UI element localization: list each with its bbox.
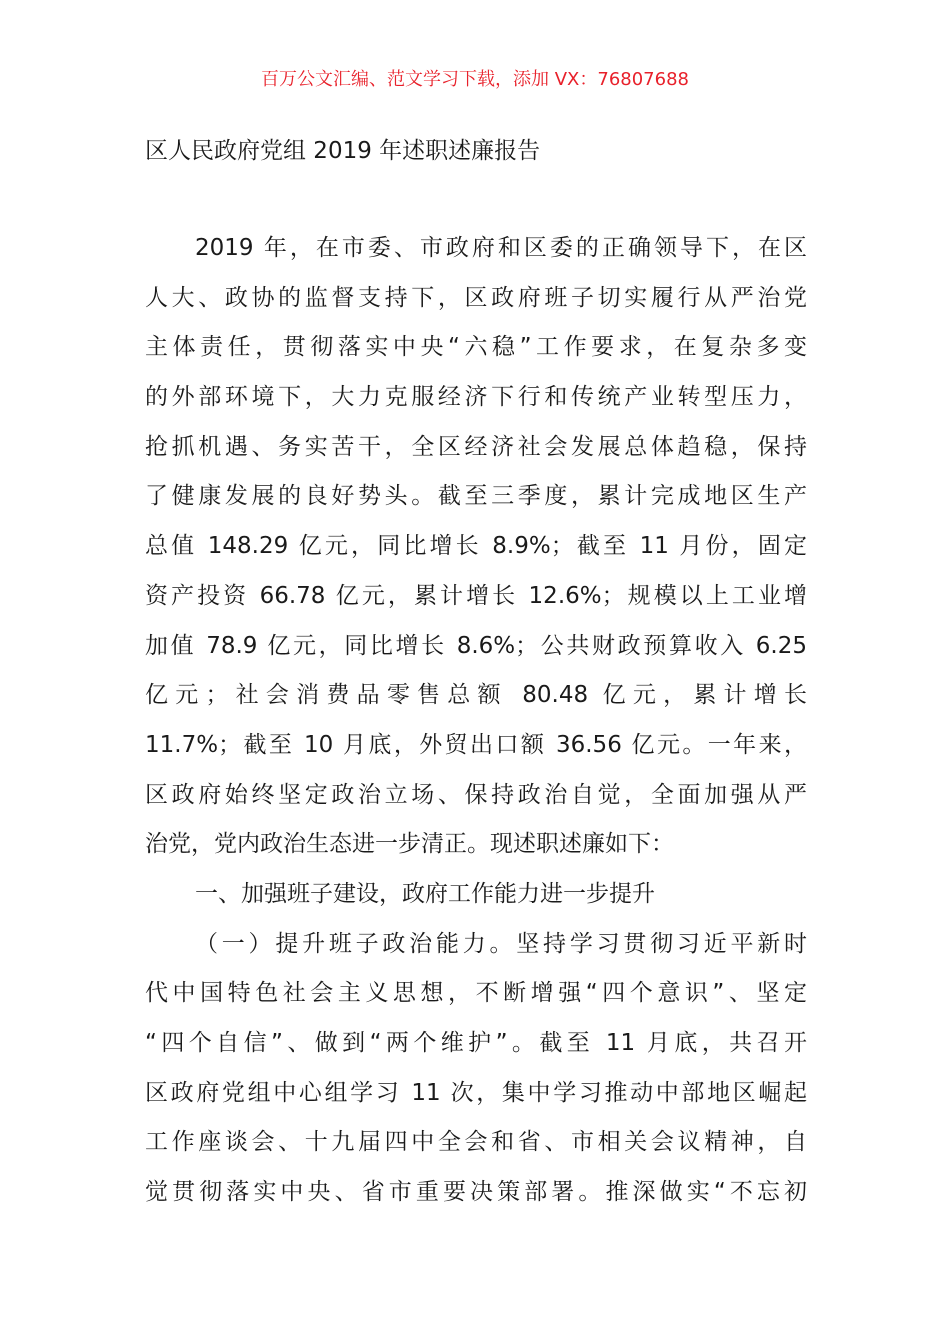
header-banner: 百万公文汇编、范文学习下载，添加 VX：76807688 bbox=[261, 69, 689, 90]
document-body bbox=[145, 224, 835, 1218]
paragraph-line: 区政府党组中心组学习 11 次，集中学习推动中部地区崛起 bbox=[145, 1079, 807, 1106]
paragraph-line: 代中国特色社会主义思想，不断增强“四个意识”、坚定 bbox=[145, 980, 807, 1007]
paragraph-line: （一）提升班子政治能力。坚持学习贯彻习近平新时 bbox=[195, 930, 807, 957]
paragraph-line: 主体责任，贯彻落实中央“六稳”工作要求，在复杂多变 bbox=[145, 334, 807, 361]
paragraph-line: 亿元；社会消费品零售总额 80.48 亿元，累计增长 bbox=[145, 682, 807, 709]
paragraph-line: 区政府始终坚定政治立场、保持政治自觉，全面加强从严 bbox=[145, 781, 807, 808]
paragraph-line: 抢抓机遇、务实苦干，全区经济社会发展总体趋稳，保持 bbox=[145, 433, 807, 460]
section-heading: 一、加强班子建设，政府工作能力进一步提升 bbox=[195, 880, 655, 907]
paragraph-line: 工作座谈会、十九届四中全会和省、市相关会议精神，自 bbox=[145, 1129, 807, 1156]
paragraph-line: 11.7%；截至 10 月底，外贸出口额 36.56 亿元。一年来， bbox=[145, 731, 807, 758]
paragraph-line: 觉贯彻落实中央、省市重要决策部署。推深做实“不忘初 bbox=[145, 1179, 807, 1206]
paragraph-line: “四个自信”、做到“两个维护”。截至 11 月底，共召开 bbox=[145, 1030, 807, 1056]
paragraph-line: 总值 148.29 亿元，同比增长 8.9%；截至 11 月份，固定 bbox=[145, 533, 807, 560]
paragraph-line: 加值 78.9 亿元，同比增长 8.6%；公共财政预算收入 6.25 bbox=[145, 632, 807, 659]
paragraph-line: 治党，党内政治生态进一步清正。现述职述廉如下： bbox=[145, 831, 674, 858]
document-title: 区人民政府党组 2019 年述职述廉报告 bbox=[145, 138, 541, 164]
paragraph-line: 了健康发展的良好势头。截至三季度，累计完成地区生产 bbox=[145, 483, 807, 510]
paragraph-line: 人大、政协的监督支持下，区政府班子切实履行从严治党 bbox=[145, 284, 807, 311]
paragraph-line: 2019 年，在市委、市政府和区委的正确领导下，在区 bbox=[195, 235, 807, 261]
paragraph-line: 的外部环境下，大力克服经济下行和传统产业转型压力， bbox=[145, 384, 807, 411]
paragraph-line: 资产投资 66.78 亿元，累计增长 12.6%；规模以上工业增 bbox=[145, 582, 807, 609]
